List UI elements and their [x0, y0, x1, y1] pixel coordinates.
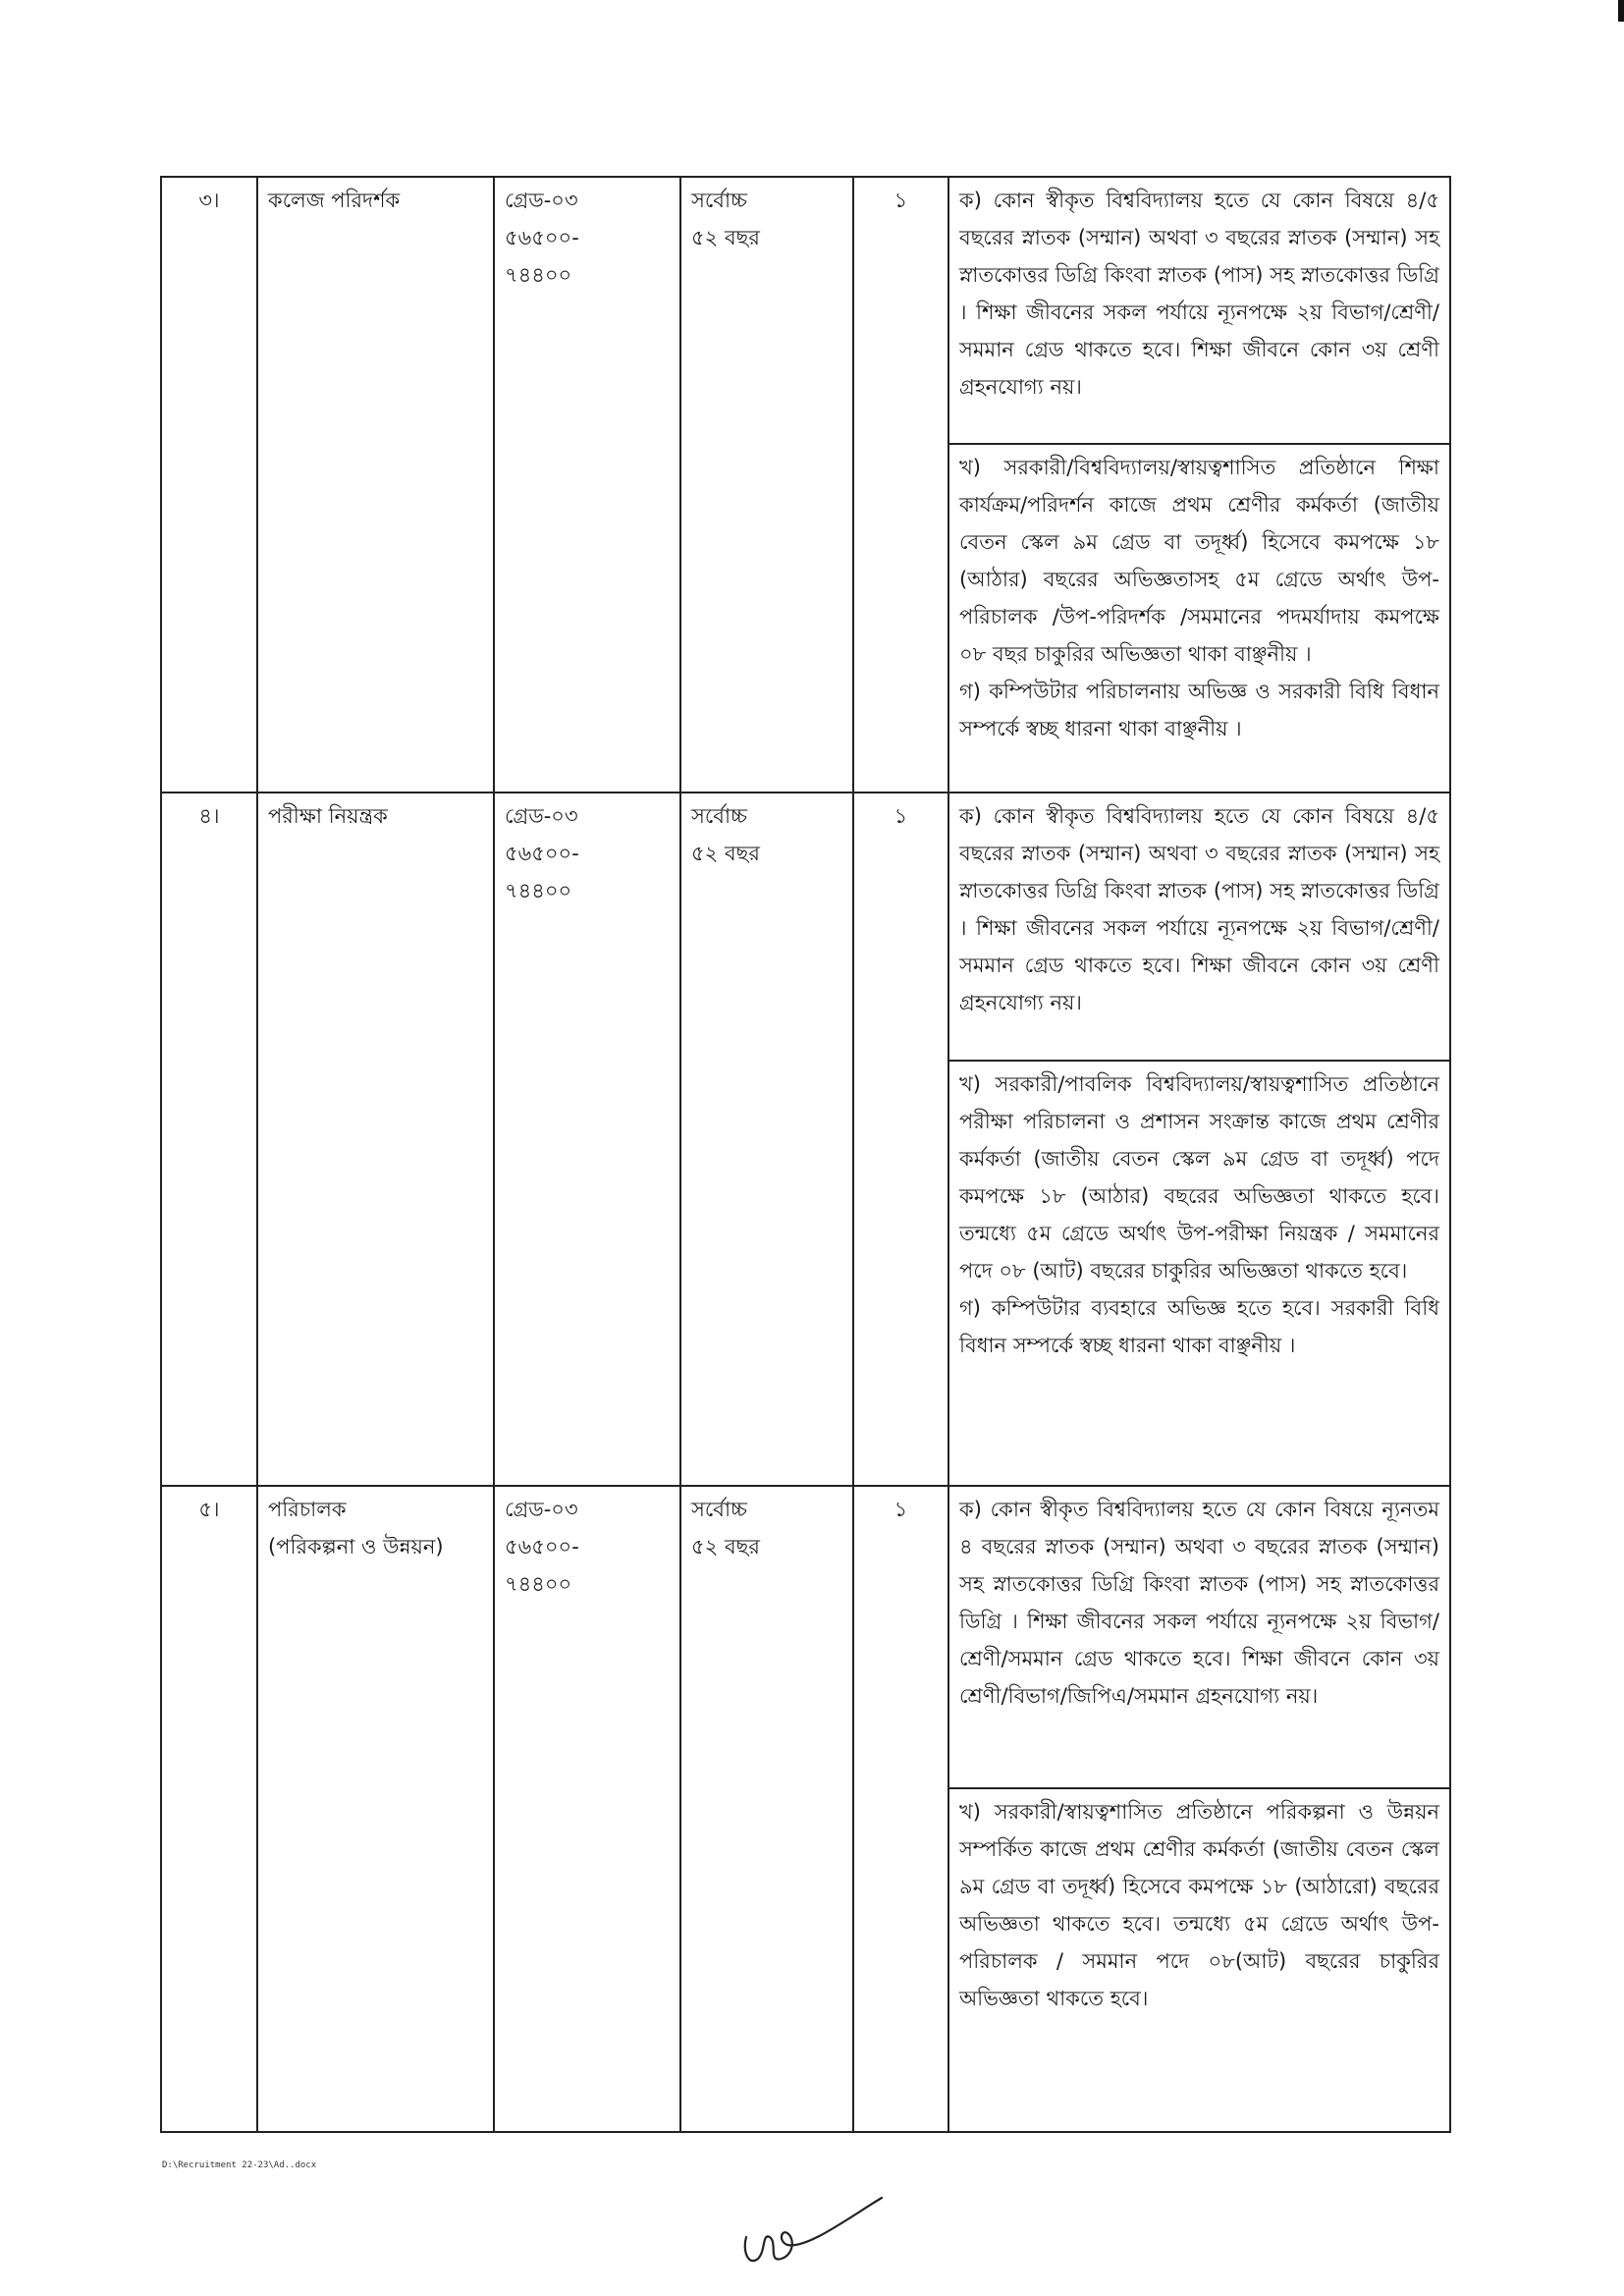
serial-cell: ৩। [161, 177, 257, 793]
experience-cell: খ) সরকারী/বিশ্ববিদ্যালয়/স্বায়ত্বশাসিত প্রতিষ্ঠানে শিক্ষা কার্যক্রম/পরিদর্শন কাজে প্রথম শ্রেণীর কর্মকর্তা (জাতীয় বেতন স্কেল ৯ম গ্রেড বা তদূর্ধ্ব) হিসেবে কমপক্ষে ১৮ (আঠার) বছরের অভিজ্ঞতাসহ ৫ম গ্রেডে অর্থাৎ উপ-পরিচালক /উপ-পরিদর্শক /সমমানের পদমর্যাদায় কমপক্ষে ০৮ বছর চাকুরির অভিজ্ঞতা থাকা বাঞ্ছনীয় । গ) কম্পিউটার পরিচালনায় অভিজ্ঞ ও সরকারী বিধি বিধান সম্পর্কে স্বচ্ছ ধারনা থাকা বাঞ্ছনীয় । [948, 444, 1450, 793]
grade-salary-cell: গ্রেড-০৩ ৫৬৫০০- ৭৪৪০০ [494, 1486, 680, 2132]
qualification-cell: ক) কোন স্বীকৃত বিশ্ববিদ্যালয় হতে যে কোন বিষয়ে ন্যূনতম ৪ বছরের স্নাতক (সম্মান) অথবা ৩ বছরের স্নাতক (সম্মান) সহ স্নাতকোত্তর ডিগ্রি কিংবা স্নাতক (পাস) সহ স্নাতকোত্তর ডিগ্রি । শিক্ষা জীবনের সকল পর্যায়ে ন্যূনপক্ষে ২য় বিভাগ/শ্রেণী/সমমান গ্রেড থাকতে হবে। শিক্ষা জীবনে কোন ৩য় শ্রেণী/বিভাগ/জিপিএ/সমমান গ্রহনযোগ্য নয়। [948, 1486, 1450, 1788]
grade-salary-cell: গ্রেড-০৩ ৫৬৫০০- ৭৪৪০০ [494, 793, 680, 1486]
post-name-cell: কলেজ পরিদর্শক [257, 177, 494, 793]
post-name-cell: পরিচালক (পরিকল্পনা ও উন্নয়ন) [257, 1486, 494, 2132]
scan-edge-mark [1618, 0, 1624, 22]
post-count-cell: ১ [853, 793, 948, 1486]
recruitment-table [160, 176, 1451, 2133]
serial-cell: ৪। [161, 793, 257, 1486]
file-path-footer: D:\Recruitment 22-23\Ad..docx [162, 2160, 317, 2170]
table-row [161, 177, 1450, 444]
qualification-cell: ক) কোন স্বীকৃত বিশ্ববিদ্যালয় হতে যে কোন বিষয়ে ৪/৫ বছরের স্নাতক (সম্মান) অথবা ৩ বছরের স্নাতক (সম্মান) সহ স্নাতকোত্তর ডিগ্রি কিংবা স্নাতক (পাস) সহ স্নাতকোত্তর ডিগ্রি । শিক্ষা জীবনের সকল পর্যায়ে ন্যূনপক্ষে ২য় বিভাগ/শ্রেণী/সমমান গ্রেড থাকতে হবে। শিক্ষা জীবনে কোন ৩য় শ্রেণী গ্রহনযোগ্য নয়। [948, 793, 1450, 1061]
table-row [161, 1486, 1450, 1788]
experience-cell: খ) সরকারী/পাবলিক বিশ্ববিদ্যালয়/স্বায়ত্বশাসিত প্রতিষ্ঠানে পরীক্ষা পরিচালনা ও প্রশাসন সংক্রান্ত কাজে প্রথম শ্রেণীর কর্মকর্তা (জাতীয় বেতন স্কেল ৯ম গ্রেড বা তদূর্ধ্ব) পদে কমপক্ষে ১৮ (আঠার) বছরের অভিজ্ঞতা থাকতে হবে। তন্মধ্যে ৫ম গ্রেডে অর্থাৎ উপ-পরীক্ষা নিয়ন্ত্রক / সমমানের পদে ০৮ (আট) বছরের চাকুরির অভিজ্ঞতা থাকতে হবে। গ) কম্পিউটার ব্যবহারে অভিজ্ঞ হতে হবে। সরকারী বিধি বিধান সম্পর্কে স্বচ্ছ ধারনা থাকা বাঞ্ছনীয় । [948, 1061, 1450, 1486]
experience-cell: খ) সরকারী/স্বায়ত্বশাসিত প্রতিষ্ঠানে পরিকল্পনা ও উন্নয়ন সম্পর্কিত কাজে প্রথম শ্রেণীর কর্মকর্তা (জাতীয় বেতন স্কেল ৯ম গ্রেড বা তদূর্ধ্ব) হিসেবে কমপক্ষে ১৮ (আঠারো) বছরের অভিজ্ঞতা থাকতে হবে। তন্মধ্যে ৫ম গ্রেডে অর্থাৎ উপ-পরিচালক / সমমান পদে ০৮(আট) বছরের চাকুরির অভিজ্ঞতা থাকতে হবে। [948, 1788, 1450, 2132]
signature-icon [738, 2190, 886, 2278]
age-limit-cell: সর্বোচ্চ ৫২ বছর [680, 793, 853, 1486]
serial-cell: ৫। [161, 1486, 257, 2132]
table-row [161, 793, 1450, 1061]
grade-salary-cell: গ্রেড-০৩ ৫৬৫০০- ৭৪৪০০ [494, 177, 680, 793]
post-name-cell: পরীক্ষা নিয়ন্ত্রক [257, 793, 494, 1486]
age-limit-cell: সর্বোচ্চ ৫২ বছর [680, 1486, 853, 2132]
post-count-cell: ১ [853, 177, 948, 793]
age-limit-cell: সর্বোচ্চ ৫২ বছর [680, 177, 853, 793]
qualification-cell: ক) কোন স্বীকৃত বিশ্ববিদ্যালয় হতে যে কোন বিষয়ে ৪/৫ বছরের স্নাতক (সম্মান) অথবা ৩ বছরের স্নাতক (সম্মান) সহ স্নাতকোত্তর ডিগ্রি কিংবা স্নাতক (পাস) সহ স্নাতকোত্তর ডিগ্রি । শিক্ষা জীবনের সকল পর্যায়ে ন্যূনপক্ষে ২য় বিভাগ/শ্রেণী/সমমান গ্রেড থাকতে হবে। শিক্ষা জীবনে কোন ৩য় শ্রেণী গ্রহনযোগ্য নয়। [948, 177, 1450, 444]
post-count-cell: ১ [853, 1486, 948, 2132]
